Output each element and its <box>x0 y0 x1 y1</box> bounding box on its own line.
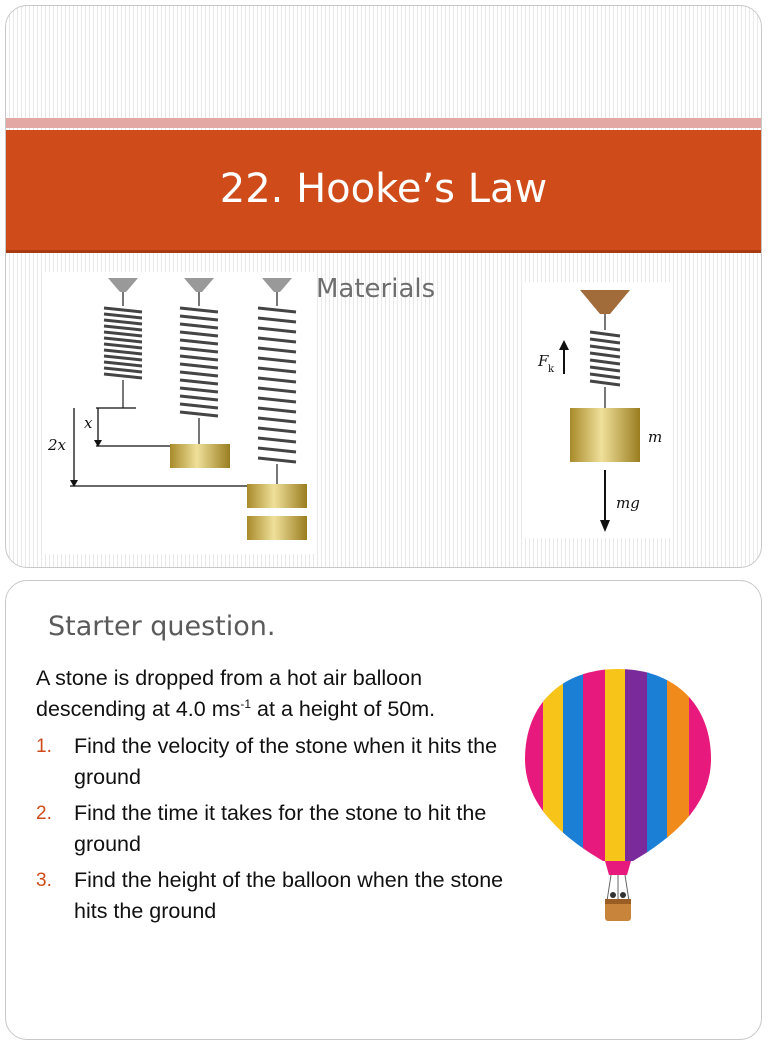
mass-block <box>570 408 640 462</box>
svg-text:k: k <box>548 364 555 375</box>
spring-icon <box>590 332 620 385</box>
arrow-down-icon <box>600 520 610 532</box>
starter-slide <box>5 580 762 1040</box>
spring-icon <box>104 308 142 378</box>
svg-text:2x: 2x <box>48 436 67 454</box>
title-slide <box>5 5 762 568</box>
list-item: 1. Find the velocity of the stone when it hits the ground <box>36 734 498 789</box>
accent-line <box>6 118 761 128</box>
spring-icon <box>258 308 296 462</box>
svg-text:mg: mg <box>616 494 640 512</box>
hanger-icon <box>184 278 214 292</box>
slide-heading: Starter question. <box>48 611 276 642</box>
intro-text: A stone is dropped from a hot air balloon descending at 4.0 $ms^{-1}$ at a height of 50m. <box>36 666 436 721</box>
question-body <box>36 663 506 932</box>
hanger-icon <box>262 278 292 292</box>
svg-text:m: m <box>648 428 663 446</box>
spring-icon <box>180 308 218 416</box>
list-item: 2. Find the time it takes for the stone to hit the ground <box>36 801 487 856</box>
mass-weight <box>247 516 307 540</box>
mass-weight <box>247 484 307 508</box>
slide-subtitle: Materials <box>316 274 436 304</box>
svg-text:F: F <box>538 352 549 370</box>
spring-extension-diagram <box>42 272 316 554</box>
spring-force-diagram <box>522 282 672 538</box>
mass-weight <box>170 444 230 468</box>
arrow-up-icon <box>559 340 569 350</box>
list-item: 3. Find the height of the balloon when the stone hits the ground <box>36 868 504 923</box>
hanger-icon <box>108 278 138 292</box>
slide-title: 22. Hooke’s Law <box>219 166 548 212</box>
hot-air-balloon-icon <box>521 663 716 935</box>
svg-text:x: x <box>84 414 93 432</box>
hanger-icon <box>580 290 630 314</box>
question-list <box>36 731 506 927</box>
